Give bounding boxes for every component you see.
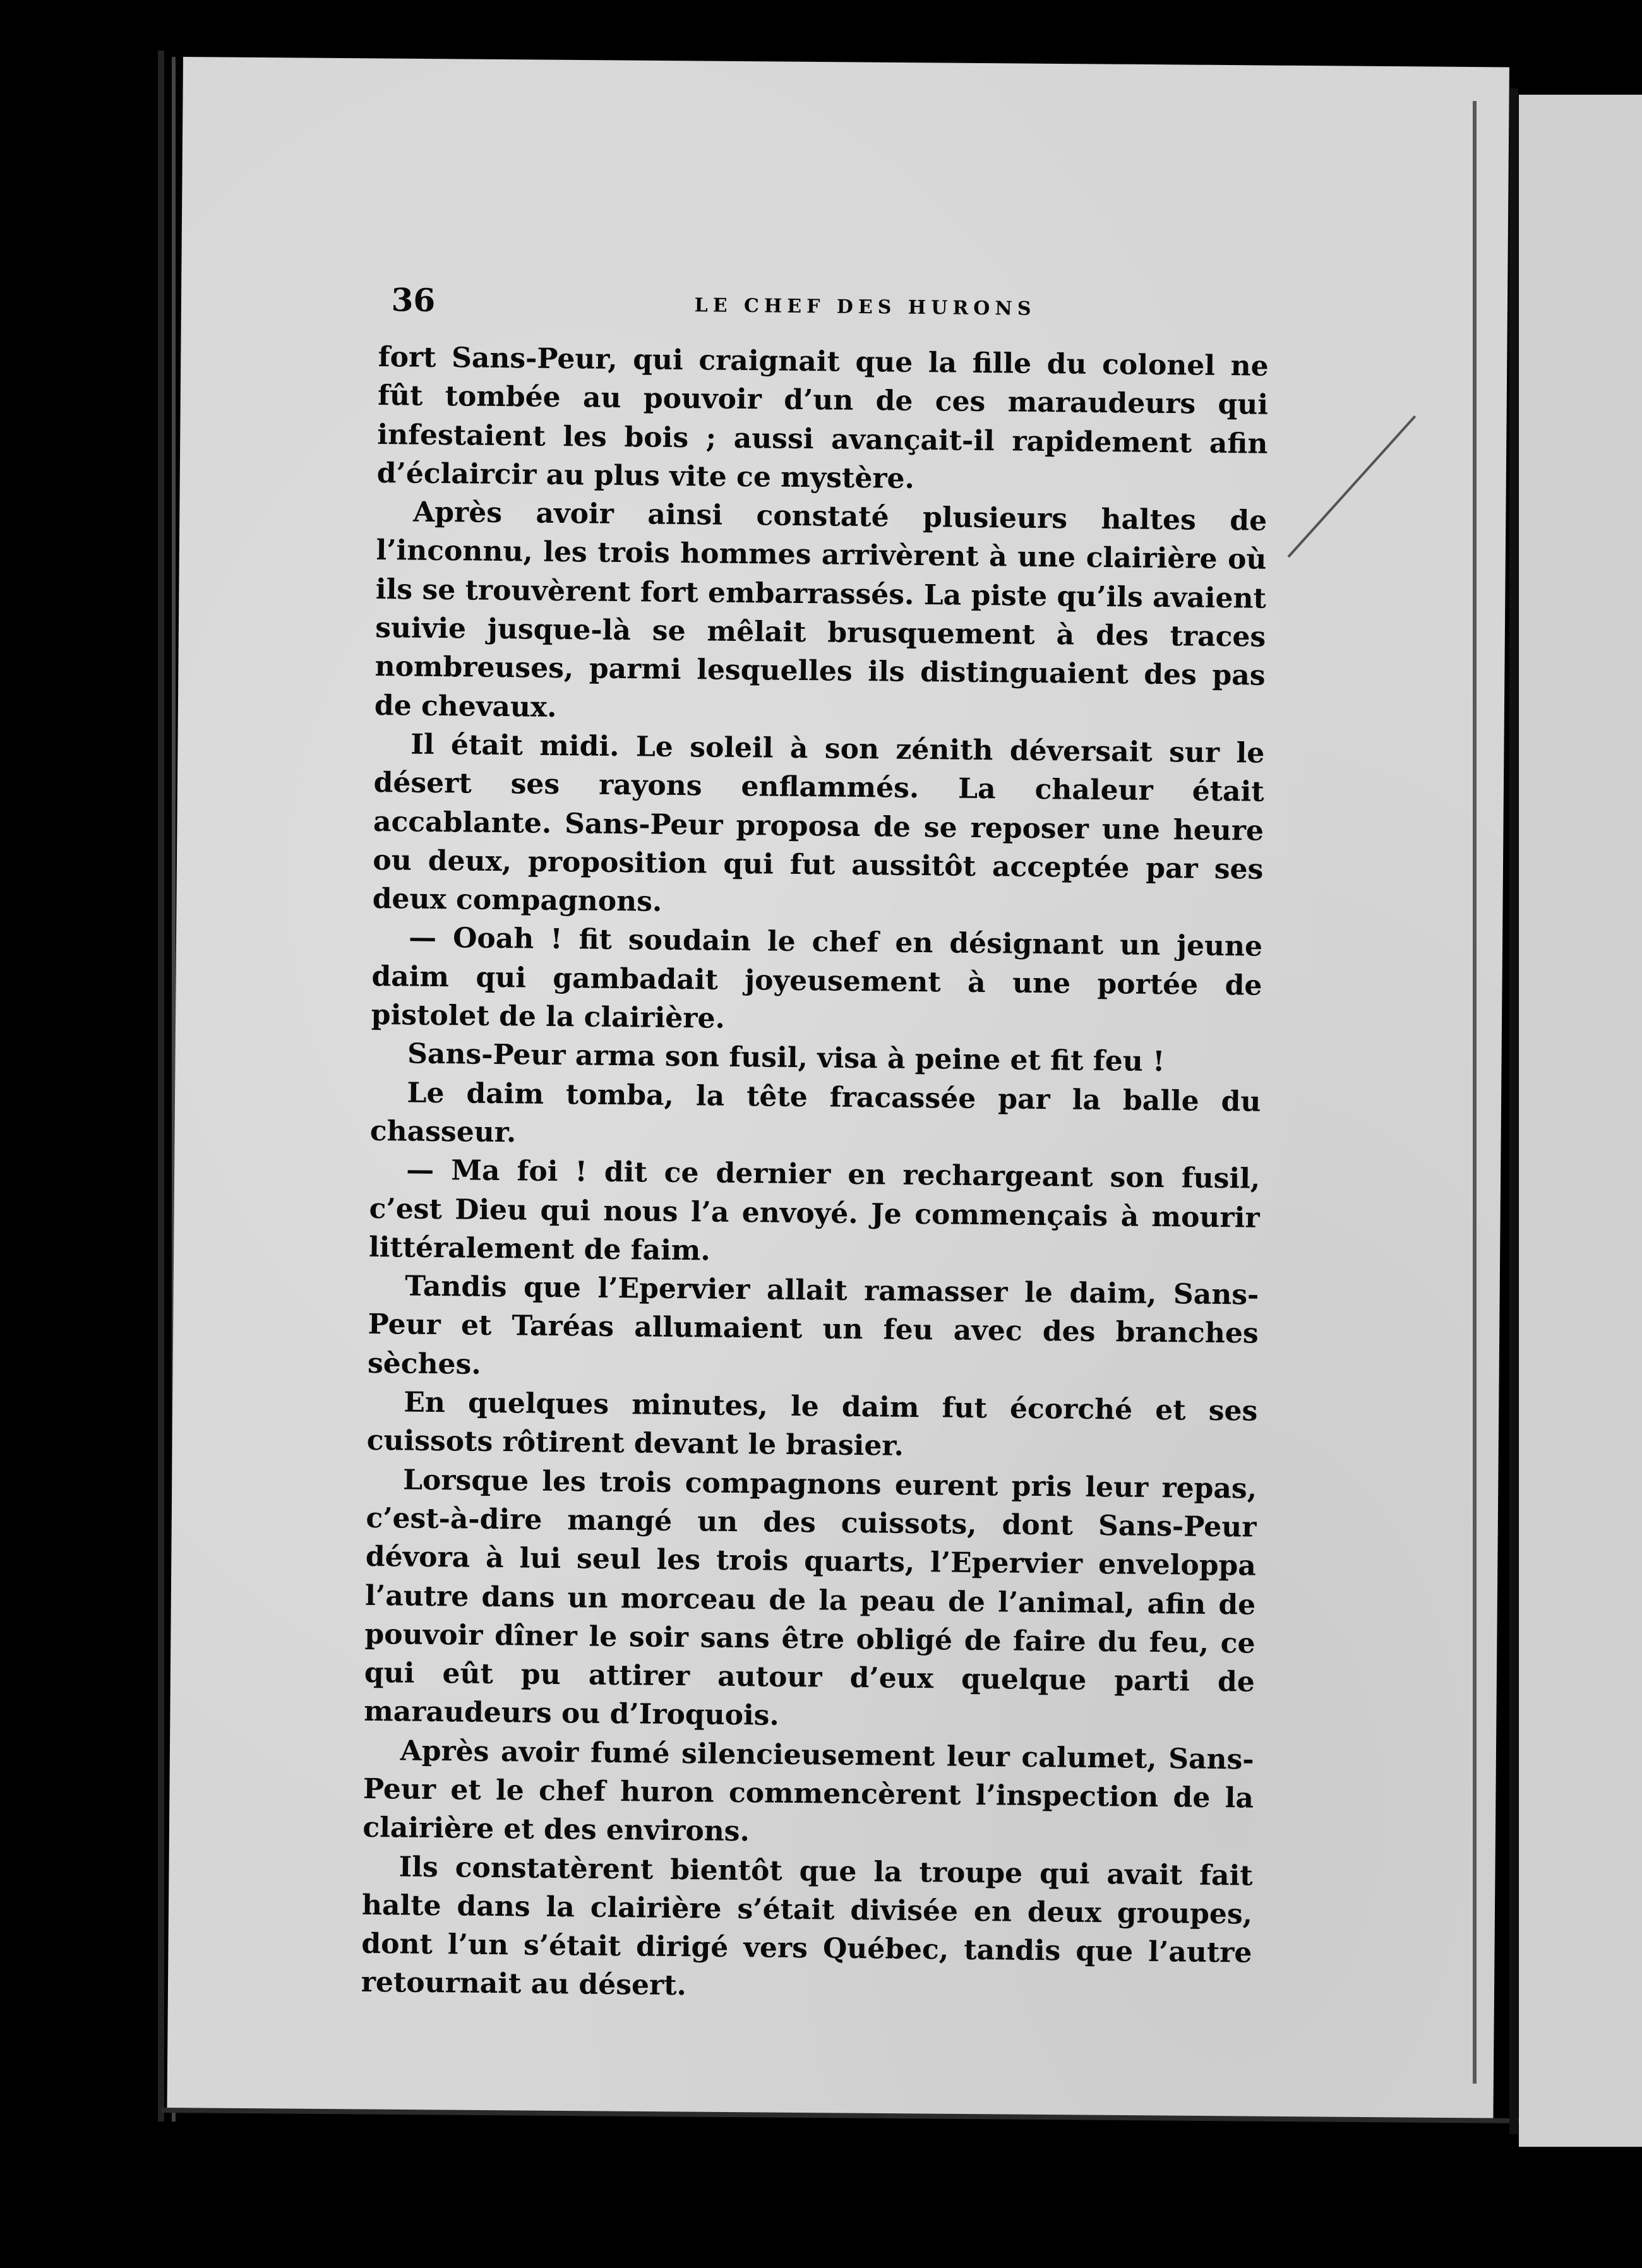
paragraph-2: Après avoir ainsi constaté plusieurs haltes de l’inconnu, les trois hommes arrivèrent à une clairière où ils se trouvèrent fort embarrassés. La piste qu’ils avaient suivie jusque-là se mêlait brusquement à des traces nombreuses, parmi lesquelles ils distinguaient des pas de chevaux. (374, 496, 1267, 724)
paragraph-7: — Ma foi ! dit ce dernier en rechargeant son fusil, c’est Dieu qui nous l’a envoyé. Je commençais à mourir littéralement de faim. (368, 1154, 1261, 1267)
next-page-edge (1509, 88, 1518, 2134)
paragraph-4: — Ooah ! fit soudain le chef en désignant un jeune daim qui gambadait joyeusement à une portée de pistolet de la clairière. (371, 922, 1263, 1035)
page-text (361, 281, 1269, 2011)
paragraph-5: Sans-Peur arma son fusil, visa à peine et fit feu ! (407, 1037, 1165, 1078)
adjacent-page (1519, 95, 1642, 2147)
page-number: 36 (391, 281, 436, 319)
paragraph-1: fort Sans-Peur, qui craignait que la fille du colonel ne fût tombée au pouvoir d’un de ces maraudeurs qui infestaient les bois ; aussi avançait-il rapidement afin d’éclaircir au plus vite ce mystère. (376, 340, 1269, 495)
paragraph-3: Il était midi. Le soleil à son zénith déversait sur le désert ses rayons enflammés. La chaleur était accablante. Sans-Peur proposa de se reposer une heure ou deux, proposition qui fut aussitôt acceptée par ses deux compagnons. (372, 728, 1265, 918)
paragraph-8: Tandis que l’Epervier allait ramasser le daim, Sans-Peur et Taréas allumaient un feu avec des branches sèches. (367, 1270, 1259, 1381)
page-left-border (158, 51, 164, 2122)
paragraph-11: Après avoir fumé silencieusement leur calumet, Sans-Peur et le chef huron commencèrent l’inspection de la clairière et des environs. (363, 1734, 1254, 1848)
page-fold-line (1473, 101, 1477, 2084)
running-head: LE CHEF DES HURONS (694, 294, 1036, 320)
paragraph-6: Le daim tomba, la tête fracassée par la balle du chasseur. (369, 1077, 1261, 1149)
paragraph-10: Lorsque les trois compagnons eurent pris leur repas, c’est-à-dire mangé un des cuissots, dont Sans-Peur dévora à lui seul les trois quarts, l’Epervier enveloppa l’autre dans un morceau de la peau de l’animal, afin de pouvoir dîner le soir sans être obligé de faire du feu, ce qui eût pu attirer autour d’eux quelque parti de maraudeurs ou d’Iroquois. (364, 1464, 1257, 1733)
paragraph-9: En quelques minutes, le daim fut écorché et ses cuissots rôtirent devant le brasier. (366, 1386, 1258, 1463)
paragraph-12: Ils constatèrent bientôt que la troupe qui avait fait halte dans la clairière s’était divisée en deux groupes, dont l’un s’était dirigé vers Québec, tandis que l’autre retournait au désert. (361, 1851, 1253, 2002)
page-header (378, 281, 1269, 335)
